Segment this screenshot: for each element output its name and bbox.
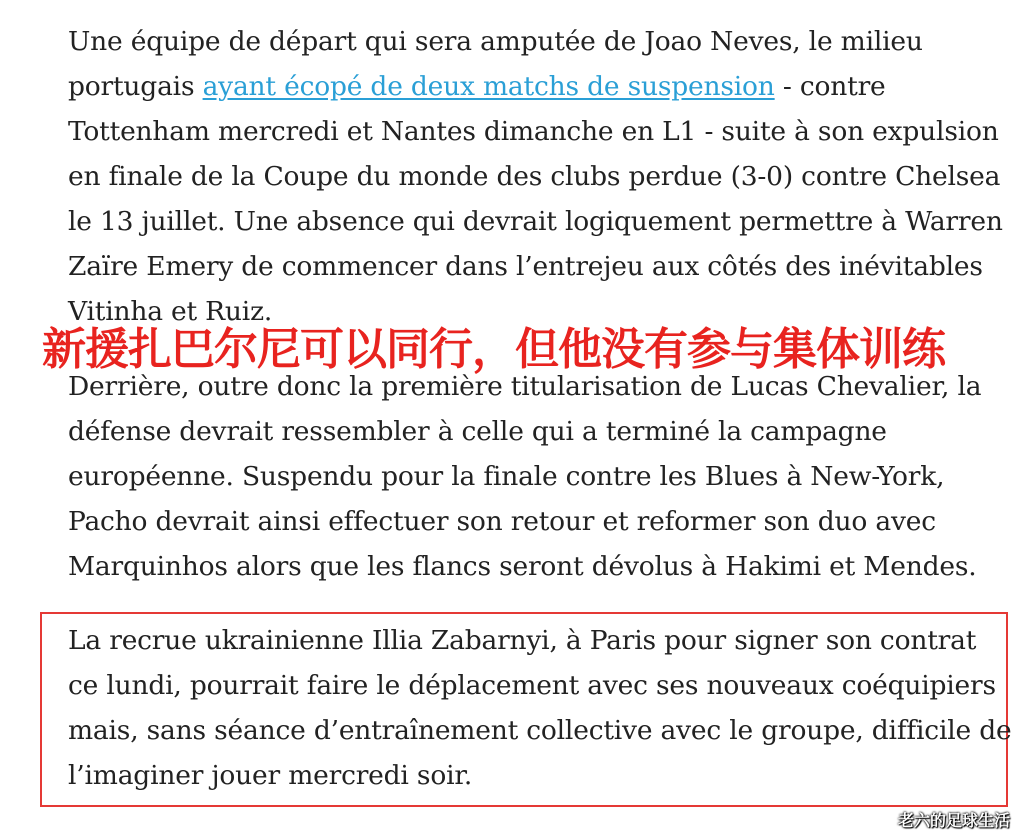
paragraph-line: européenne. Suspendu pour la finale contre les Blues à New-York, (68, 461, 945, 492)
paragraph-line: Zaïre Emery de commencer dans l’entrejeu aux côtés des inévitables (68, 251, 983, 282)
paragraph-line: Pacho devrait ainsi effectuer son retour et reformer son duo avec (68, 506, 936, 537)
paragraph-line: La recrue ukrainienne Illia Zabarnyi, à Paris pour signer son contrat (68, 625, 977, 656)
article-paragraph-3 (68, 618, 1012, 798)
article-paragraph-2 (68, 364, 998, 589)
paragraph-line: Vitinha et Ruiz. (68, 296, 273, 327)
paragraph-line: l’imaginer jouer mercredi soir. (68, 760, 473, 791)
paragraph-line: Derrière, outre donc la première titularisation de Lucas Chevalier, la (68, 371, 982, 402)
paragraph-line: Marquinhos alors que les flancs seront dévolus à Hakimi et Mendes. (68, 551, 977, 582)
article-paragraph-1 (68, 19, 1003, 334)
paragraph-line: Une équipe de départ qui sera amputée de Joao Neves, le milieu (68, 26, 923, 57)
text-fragment: portugais (68, 71, 203, 102)
overlay-caption: 新援扎巴尔尼可以同行，但他没有参与集体训练 (42, 324, 945, 375)
text-fragment: - contre (774, 71, 886, 102)
paragraph-line: ce lundi, pourrait faire le déplacement avec ses nouveaux coéquipiers (68, 670, 996, 701)
paragraph-line: le 13 juillet. Une absence qui devrait logiquement permettre à Warren (68, 206, 1003, 237)
paragraph-line: défense devrait ressembler à celle qui a terminé la campagne (68, 416, 887, 447)
watermark: 老六的足球生活 (897, 811, 1010, 830)
paragraph-line: mais, sans séance d’entraînement collective avec le groupe, difficile de (68, 715, 1012, 746)
paragraph-line: en finale de la Coupe du monde des clubs perdue (3-0) contre Chelsea (68, 161, 1001, 192)
paragraph-line: Tottenham mercredi et Nantes dimanche en L1 - suite à son expulsion (68, 116, 999, 147)
paragraph-line (68, 64, 998, 109)
suspension-article-link[interactable]: ayant écopé de deux matchs de suspension (202, 71, 775, 102)
